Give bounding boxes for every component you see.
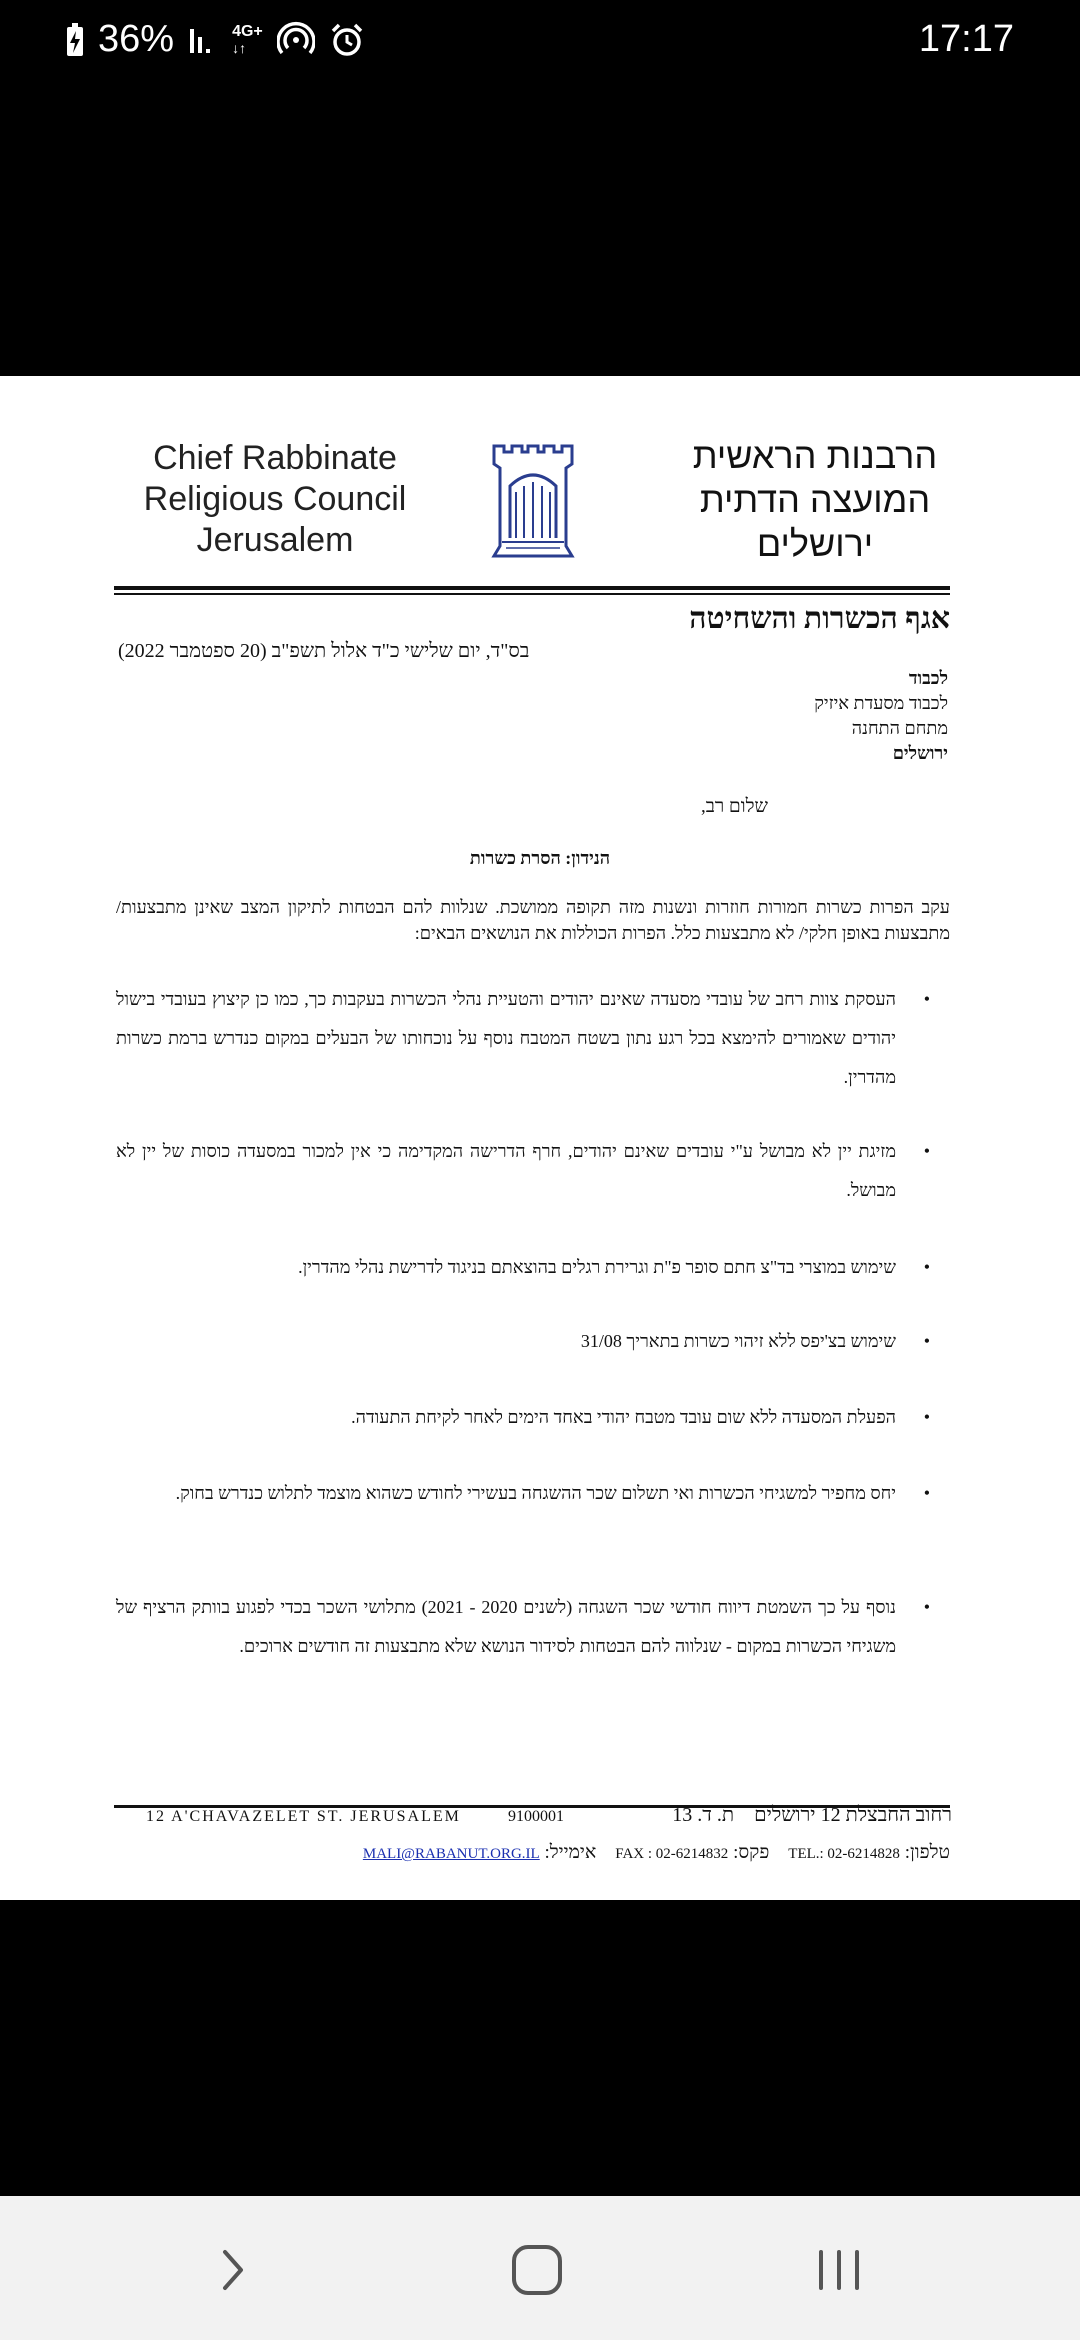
list-item: • שימוש בצ'יפס ללא זיהוי כשרות בתאריך 31/08: [580, 1331, 930, 1351]
footer-contact: טלפון: TEL.: 02-6214828 פקס: FAX : 02-6214832 אימייל: MALI@RABANUT.ORG.IL: [362, 1842, 950, 1863]
status-left: [66, 18, 365, 61]
letter-date: בס"ד, יום שלישי כ"ד אלול תשפ"ב (20 ספטמבר 2022): [118, 640, 530, 662]
council-emblem-icon: [488, 442, 578, 560]
list-item: • מזיגת יין לא מבושל ע"י עובדים שאינם יהודים, חרף הדרישה המקדימה כי אין למכור במסעדה כוסות של יין לא מבושל.: [116, 1141, 930, 1200]
subject-line: הנידון: הסרת כשרות: [469, 848, 611, 868]
letterhead-hebrew: הרבנות הראשית המועצה הדתית ירושלים: [692, 435, 938, 564]
alarm-icon: [329, 22, 365, 58]
list-item: • העסקת צוות רחב של עובדי מסעדה שאינם יהודים והטעיית נהלי הכשרות בעקבות כך, כמו כן קיצוץ בעובדי בישול יהודים שאמורים להימצא בכל רגע נתון בשטח המטבח נוסף על נוכחותו של הבעלים במקום כנדרש ברמת כשרות מהדרין.: [116, 989, 930, 1087]
letterhead-english: Chief Rabbinate Religious Council Jerusalem: [143, 439, 407, 559]
battery-percentage: 36%: [98, 18, 175, 60]
hotspot-icon: [277, 21, 315, 59]
footer-address-english: 12 A'CHAVAZELET ST. JERUSALEM: [146, 1808, 461, 1825]
back-icon[interactable]: [198, 2240, 268, 2300]
intro-paragraph: עקב הפרות כשרות חמורות חוזרות ונשנות מזה תקופה ממושכת. שנלוות להם הבטחות לתיקון המצב שאינן מתבצעות/ מתבצעות באופן חלקי/ לא מתבצעות כלל. הפרות הכוללות את הנושאים הבאים:: [116, 897, 950, 943]
department-title: אגף הכשרות והשחיטה: [689, 602, 950, 635]
document-page[interactable]: [0, 376, 1080, 1900]
header-divider-thin: [114, 593, 950, 595]
battery-charging-icon: [66, 23, 84, 57]
list-item: • שימוש במוצרי בד"צ חתם סופר פ"ת וגרירת רגלים בהוצאתם בניגוד לדרישת נהלי מהדרין.: [298, 1257, 930, 1277]
recipient-address: לכבוד לכבוד מסעדת איזיק מתחם התחנה ירושלים: [814, 668, 948, 763]
header-divider: [114, 586, 950, 590]
greeting: שלום רב,: [700, 796, 768, 817]
recent-apps-icon[interactable]: [804, 2240, 874, 2300]
navigation-bar: [0, 2196, 1080, 2340]
list-item: • הפעלת המסעדה ללא שום עובד מטבח יהודי באחד הימים לאחר לקיחת התעודה.: [351, 1407, 930, 1427]
home-icon[interactable]: [502, 2240, 572, 2300]
network-type: 4G+ ↓↑: [232, 22, 263, 56]
email-link[interactable]: MALI@RABANUT.ORG.IL: [362, 1846, 540, 1862]
violations-list: [116, 980, 950, 1666]
clock: 17:17: [918, 18, 1014, 60]
signal-icon: [188, 25, 218, 55]
footer-zip: 9100001: [508, 1808, 564, 1825]
status-bar: [0, 0, 1080, 86]
footer-address-hebrew: רחוב החבצלת 12 ירושלים ת. ד. 13: [672, 1804, 952, 1826]
list-item: • יחס מחפיר למשגיחי הכשרות ואי תשלום שכר ההשגחה בעשירי לחודש כשהוא מוצמד לתלוש כנדרש בחוק.: [175, 1483, 930, 1503]
list-item: • נוסף על כך השמטת דיווח חודשי שכר השגחה (לשנים 2020 - 2021) מתלושי השכר בכדי לפגוע בוותק הרציף של משגיחי הכשרות במקום - שנלווה להם הבטחות לסידור הנושא שלא מתבצעות זה חודשים ארוכים.: [116, 1597, 930, 1656]
